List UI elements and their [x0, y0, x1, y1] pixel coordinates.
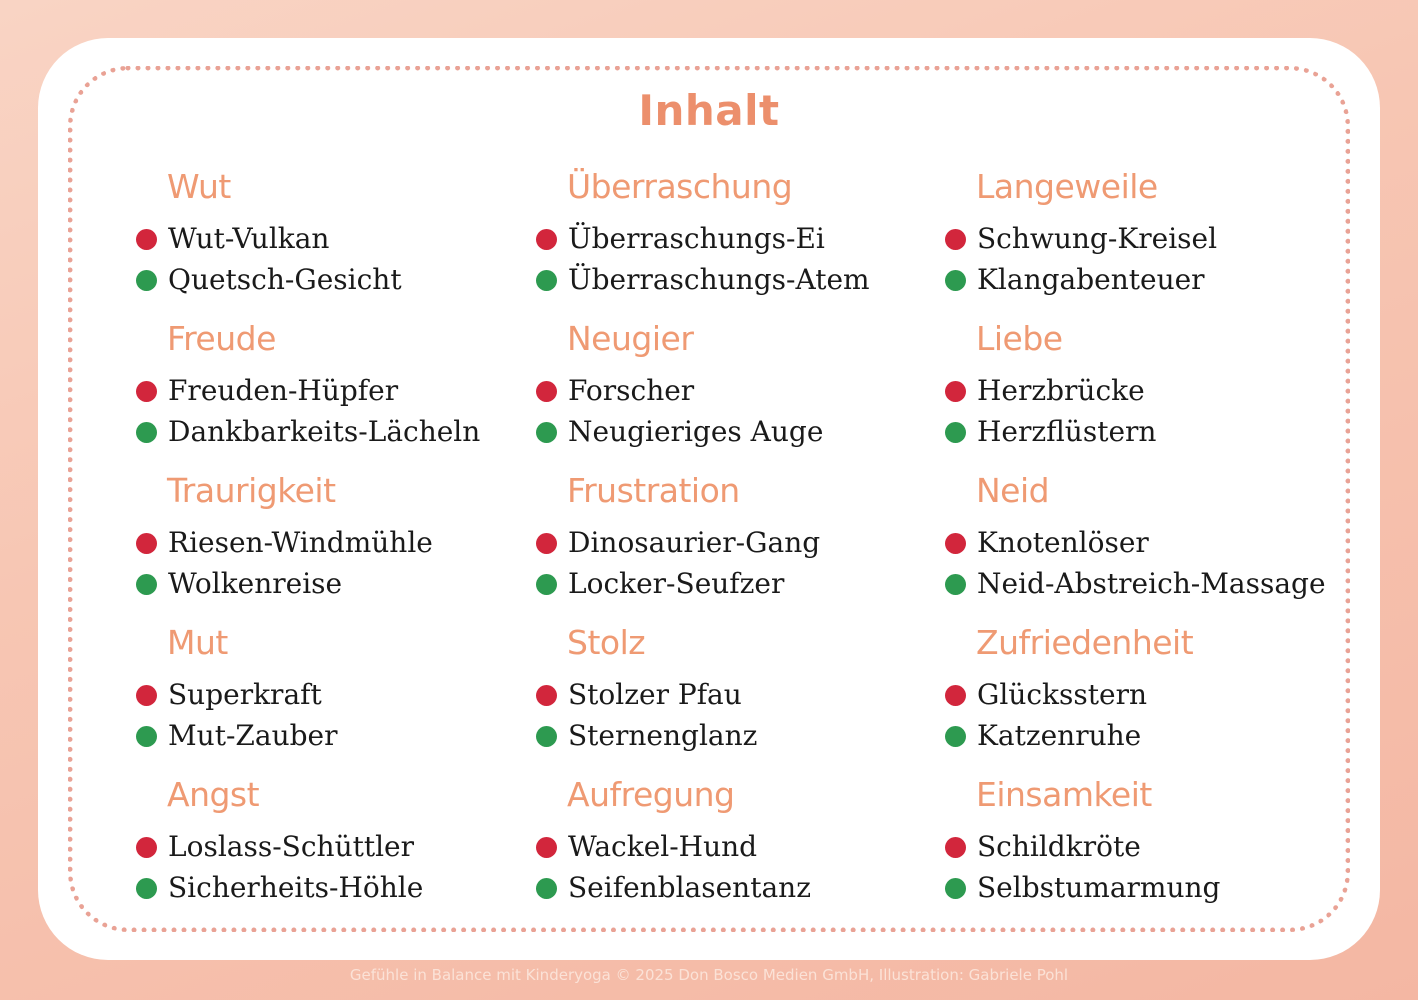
emotion-heading: Einsamkeit	[976, 775, 1152, 814]
exercise-label: Sternenglanz	[568, 719, 758, 752]
emotion-group	[945, 314, 1326, 466]
exercise-item	[945, 522, 1326, 563]
green-dot-icon	[536, 422, 557, 443]
exercise-label: Freuden-Hüpfer	[168, 374, 399, 407]
emotion-heading: Angst	[167, 775, 260, 814]
emotion-group	[945, 618, 1326, 770]
emotion-group	[136, 162, 480, 314]
exercise-label: Mut-Zauber	[168, 719, 338, 752]
exercise-label: Schwung-Kreisel	[977, 222, 1218, 255]
red-dot-icon	[136, 229, 157, 250]
red-dot-icon	[536, 685, 557, 706]
red-dot-icon	[536, 229, 557, 250]
emotion-heading: Mut	[167, 623, 228, 662]
emotion-heading: Überraschung	[567, 167, 793, 206]
column-1	[136, 162, 480, 922]
exercise-item	[536, 563, 870, 604]
exercise-label: Überraschungs-Ei	[568, 222, 825, 255]
emotion-heading: Freude	[167, 319, 276, 358]
exercise-label: Herzbrücke	[977, 374, 1145, 407]
exercise-label: Wackel-Hund	[568, 830, 758, 863]
emotion-group	[945, 162, 1326, 314]
exercise-label: Forscher	[568, 374, 695, 407]
red-dot-icon	[136, 533, 157, 554]
emotion-group	[945, 770, 1326, 922]
exercise-label: Wut-Vulkan	[168, 222, 330, 255]
exercise-item	[945, 867, 1326, 908]
green-dot-icon	[536, 270, 557, 291]
exercise-label: Superkraft	[168, 678, 322, 711]
exercise-item	[536, 411, 870, 452]
exercise-item	[536, 867, 870, 908]
exercise-item	[136, 826, 480, 867]
exercise-item	[536, 370, 870, 411]
exercise-label: Knotenlöser	[977, 526, 1149, 559]
emotion-group	[536, 618, 870, 770]
red-dot-icon	[945, 837, 966, 858]
exercise-label: Seifenblasentanz	[568, 871, 811, 904]
exercise-label: Sicherheits-Höhle	[168, 871, 424, 904]
exercise-label: Klangabenteuer	[977, 263, 1205, 296]
column-3	[945, 162, 1326, 922]
emotion-heading: Frustration	[567, 471, 740, 510]
red-dot-icon	[945, 229, 966, 250]
exercise-label: Herzflüstern	[977, 415, 1157, 448]
exercise-item	[945, 563, 1326, 604]
green-dot-icon	[536, 726, 557, 747]
emotion-group	[136, 466, 480, 618]
emotion-heading: Traurigkeit	[167, 471, 336, 510]
green-dot-icon	[136, 270, 157, 291]
red-dot-icon	[945, 533, 966, 554]
emotion-group	[536, 162, 870, 314]
exercise-label: Wolkenreise	[168, 567, 343, 600]
exercise-label: Quetsch-Gesicht	[168, 263, 402, 296]
exercise-label: Stolzer Pfau	[568, 678, 742, 711]
exercise-label: Dankbarkeits-Lächeln	[168, 415, 481, 448]
red-dot-icon	[536, 533, 557, 554]
exercise-item	[945, 259, 1326, 300]
exercise-item	[136, 563, 480, 604]
exercise-label: Katzenruhe	[977, 719, 1142, 752]
emotion-group	[945, 466, 1326, 618]
green-dot-icon	[945, 574, 966, 595]
exercise-label: Glücksstern	[977, 678, 1147, 711]
exercise-item	[536, 715, 870, 756]
red-dot-icon	[536, 837, 557, 858]
emotion-group	[136, 618, 480, 770]
emotion-group	[136, 314, 480, 466]
emotion-heading: Liebe	[976, 319, 1063, 358]
exercise-item	[945, 674, 1326, 715]
red-dot-icon	[945, 685, 966, 706]
green-dot-icon	[945, 422, 966, 443]
emotion-heading: Neugier	[567, 319, 694, 358]
exercise-item	[536, 826, 870, 867]
exercise-label: Neid-Abstreich-Massage	[977, 567, 1326, 600]
exercise-item	[536, 259, 870, 300]
page-title: Inhalt	[638, 86, 780, 135]
green-dot-icon	[945, 878, 966, 899]
exercise-item	[945, 411, 1326, 452]
exercise-label: Selbstumarmung	[977, 871, 1221, 904]
exercise-item	[536, 674, 870, 715]
emotion-group	[536, 314, 870, 466]
exercise-item	[536, 522, 870, 563]
exercise-label: Schildkröte	[977, 830, 1141, 863]
column-2	[536, 162, 870, 922]
exercise-item	[136, 674, 480, 715]
exercise-item	[945, 370, 1326, 411]
exercise-item	[136, 411, 480, 452]
exercise-label: Dinosaurier-Gang	[568, 526, 821, 559]
exercise-item	[136, 259, 480, 300]
exercise-item	[136, 715, 480, 756]
green-dot-icon	[945, 270, 966, 291]
green-dot-icon	[536, 574, 557, 595]
exercise-item	[945, 715, 1326, 756]
exercise-item	[136, 522, 480, 563]
red-dot-icon	[536, 381, 557, 402]
emotion-group	[136, 770, 480, 922]
emotion-heading: Langeweile	[976, 167, 1158, 206]
emotion-heading: Stolz	[567, 623, 646, 662]
green-dot-icon	[136, 422, 157, 443]
exercise-item	[536, 218, 870, 259]
emotion-group	[536, 770, 870, 922]
exercise-item	[945, 826, 1326, 867]
red-dot-icon	[136, 685, 157, 706]
exercise-item	[136, 218, 480, 259]
green-dot-icon	[945, 726, 966, 747]
exercise-label: Locker-Seufzer	[568, 567, 785, 600]
exercise-label: Loslass-Schüttler	[168, 830, 415, 863]
red-dot-icon	[945, 381, 966, 402]
exercise-item	[945, 218, 1326, 259]
red-dot-icon	[136, 381, 157, 402]
green-dot-icon	[536, 878, 557, 899]
green-dot-icon	[136, 726, 157, 747]
red-dot-icon	[136, 837, 157, 858]
exercise-item	[136, 370, 480, 411]
emotion-heading: Aufregung	[567, 775, 735, 814]
green-dot-icon	[136, 574, 157, 595]
exercise-label: Riesen-Windmühle	[168, 526, 433, 559]
green-dot-icon	[136, 878, 157, 899]
copyright-footer: Gefühle in Balance mit Kinderyoga © 2025 Don Bosco Medien GmbH, Illustration: Gabriele Pohl	[349, 966, 1069, 984]
emotion-group	[536, 466, 870, 618]
exercise-label: Überraschungs-Atem	[568, 263, 870, 296]
exercise-item	[136, 867, 480, 908]
emotion-heading: Wut	[167, 167, 231, 206]
emotion-heading: Neid	[976, 471, 1050, 510]
emotion-heading: Zufriedenheit	[976, 623, 1194, 662]
exercise-label: Neugieriges Auge	[568, 415, 824, 448]
